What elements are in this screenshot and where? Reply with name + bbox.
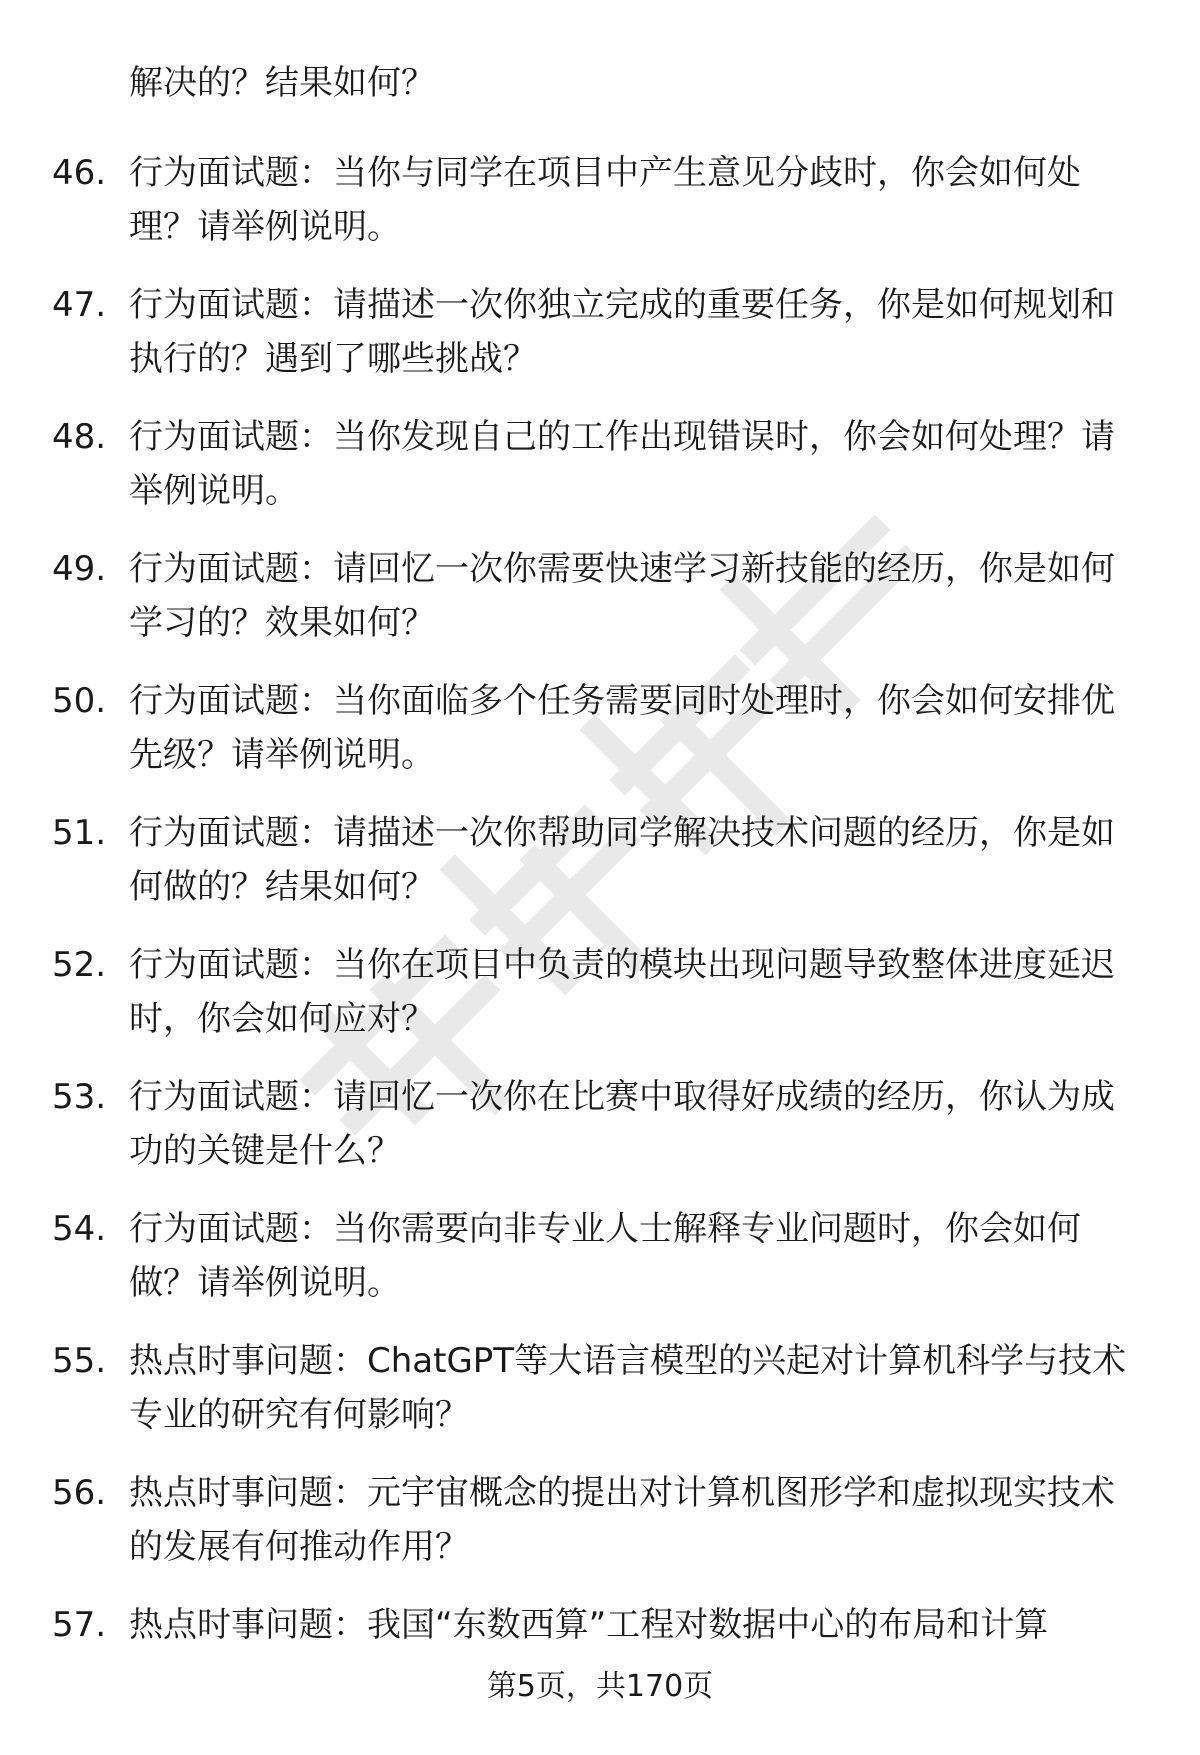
question-text: 行为面试题：当你在项目中负责的模块出现问题导致整体进度延迟时，你会如何应对？	[129, 945, 1115, 1039]
question-item	[52, 542, 1152, 650]
question-text: 行为面试题：请描述一次你独立完成的重要任务，你是如何规划和执行的？遇到了哪些挑战？	[129, 285, 1115, 379]
question-item	[52, 938, 1152, 1046]
question-item	[52, 1070, 1152, 1178]
question-number: 49.	[52, 549, 107, 589]
question-number: 56.	[52, 1473, 107, 1513]
question-text: 热点时事问题：我国“东数西算”工程对数据中心的布局和计算	[129, 1605, 1049, 1645]
question-number: 50.	[52, 681, 107, 721]
question-text: 行为面试题：当你发现自己的工作出现错误时，你会如何处理？请举例说明。	[129, 417, 1115, 511]
question-list	[52, 146, 1152, 1676]
question-item	[52, 410, 1152, 518]
question-number: 55.	[52, 1341, 107, 1381]
question-text: 行为面试题：请回忆一次你需要快速学习新技能的经历，你是如何学习的？效果如何？	[129, 549, 1115, 643]
question-number: 46.	[52, 153, 107, 193]
question-text: 热点时事问题：ChatGPT等大语言模型的兴起对计算机科学与技术专业的研究有何影响？	[129, 1341, 1127, 1435]
question-number: 48.	[52, 417, 107, 457]
question-text: 行为面试题：当你需要向非专业人士解释专业问题时，你会如何做？请举例说明。	[129, 1209, 1081, 1303]
question-text: 行为面试题：请回忆一次你在比赛中取得好成绩的经历，你认为成功的关键是什么？	[129, 1077, 1115, 1171]
question-item	[52, 806, 1152, 914]
question-number: 57.	[52, 1605, 107, 1645]
question-text: 行为面试题：当你面临多个任务需要同时处理时，你会如何安排优先级？请举例说明。	[129, 681, 1115, 775]
question-item	[52, 1202, 1152, 1310]
question-number: 54.	[52, 1209, 107, 1249]
question-item	[52, 1334, 1152, 1442]
question-number: 51.	[52, 813, 107, 853]
question-item	[52, 1598, 1152, 1652]
page-footer: 第5页，共170页	[486, 1669, 714, 1704]
question-item	[52, 1466, 1152, 1574]
question-number: 53.	[52, 1077, 107, 1117]
question-text: 行为面试题：请描述一次你帮助同学解决技术问题的经历，你是如何做的？结果如何？	[129, 813, 1115, 907]
question-item	[52, 278, 1152, 386]
question-item	[52, 146, 1152, 254]
question-text: 行为面试题：当你与同学在项目中产生意见分歧时，你会如何处理？请举例说明。	[129, 153, 1081, 247]
question-number: 52.	[52, 945, 107, 985]
question-item	[52, 674, 1152, 782]
question-text: 热点时事问题：元宇宙概念的提出对计算机图形学和虚拟现实技术的发展有何推动作用？	[129, 1473, 1115, 1567]
question-number: 47.	[52, 285, 107, 325]
continuation-text: 解决的？结果如何？	[129, 63, 435, 103]
